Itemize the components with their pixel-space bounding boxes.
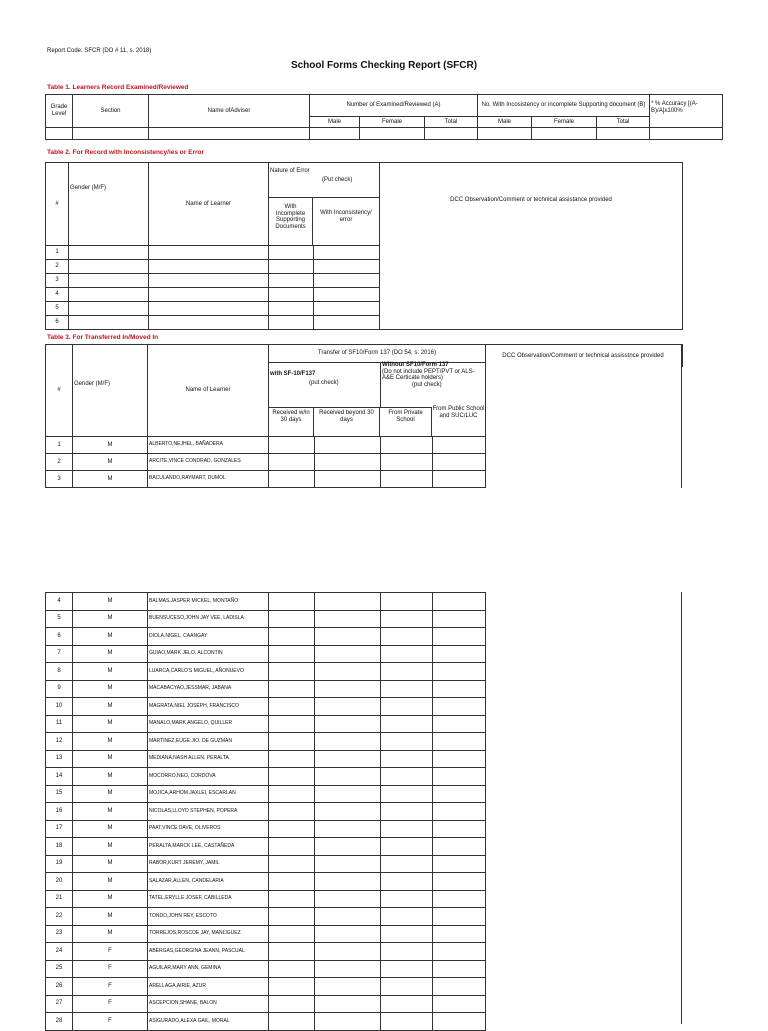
row-learner-name: NICOLAS,LLOYD STEPHEN, POPERA (148, 803, 269, 821)
row-learner-name: RABOR,KURT JEREMY, JAMIL (148, 855, 269, 873)
table-row (46, 803, 486, 821)
col-dcc-observation: DCC Observation/Comment or technical assistance provided (380, 163, 683, 330)
row-gender: M (73, 645, 148, 663)
row-gender: M (73, 855, 148, 873)
table-row: 3 M BACULANDO,RAYMART, DUMOL (46, 471, 486, 488)
table-row: 5 (46, 302, 683, 316)
row-number: 12 (46, 733, 73, 751)
row-number: 13 (46, 750, 73, 768)
col-transfer (269, 345, 486, 437)
row-number: 16 (46, 803, 73, 821)
col-section: Section (73, 95, 149, 128)
table1 (45, 94, 723, 140)
table-row (46, 628, 486, 646)
col-nature-of-error (269, 163, 380, 246)
table-row (46, 890, 486, 908)
col-with-inconsistency: With Inconsistency/ error (313, 197, 379, 245)
table-row (46, 750, 486, 768)
row-number: 21 (46, 890, 73, 908)
sub-total: Total (597, 117, 650, 128)
row-learner-name: BALMAS,JASPER MICKEL, MONTAÑO (148, 593, 269, 611)
table-row (46, 838, 486, 856)
col-incomplete-docs: With Incomplete Supporting Documents (269, 197, 313, 245)
row-number: 19 (46, 855, 73, 873)
row-number: 15 (46, 785, 73, 803)
table-row (46, 593, 486, 611)
row-gender: M (73, 925, 148, 943)
row-number: 7 (46, 645, 73, 663)
row-learner-name: GUIAO,MARK JELO, ALCONTIN (148, 645, 269, 663)
row-number: 10 (46, 698, 73, 716)
sub-male: Male (478, 117, 532, 128)
table1-heading: Table 1. Learners Record Examined/Reviewed (47, 84, 189, 91)
table3-right-border (681, 344, 682, 488)
without-put-check: (put check) (412, 381, 442, 388)
sub-female: Female (360, 117, 425, 128)
col-gender: Gender (M/F) (73, 345, 148, 437)
col-examined: Number of Examined/Reviewed (A) (310, 95, 478, 117)
row-gender: M (73, 803, 148, 821)
row-number: 23 (46, 925, 73, 943)
table2-heading: Table 2. For Record with Inconsistency/ies or Error (47, 149, 205, 156)
table-row (46, 128, 723, 140)
table-row (46, 715, 486, 733)
table-row (46, 995, 486, 1013)
row-number: 8 (46, 663, 73, 681)
table-row: 6 (46, 316, 683, 330)
row-gender: M (73, 890, 148, 908)
table-row (46, 820, 486, 838)
table-row (46, 663, 486, 681)
row-learner-name: ABERGAS,GEORGINA JEANN, PASCUAL (148, 943, 269, 961)
row-learner-name: MANALO,MARK ANGELO, QUILLER (148, 715, 269, 733)
table-row (46, 1013, 486, 1031)
table-row: 2 (46, 260, 683, 274)
col-accuracy (650, 95, 723, 128)
table-row (46, 768, 486, 786)
with-put-check: (put check) (309, 380, 339, 386)
row-learner-name: DIOLA,NIGEL, CAANGAY (148, 628, 269, 646)
row-gender: M (73, 733, 148, 751)
table3 (45, 344, 486, 488)
without-sf10-label: Without SF10/Form 137 (382, 362, 449, 368)
col-learner: Name of Learner (148, 345, 269, 437)
table-row (46, 978, 486, 996)
transfer-label: Transfer of SF10/Form 137 (DO 54, s. 2016) (269, 345, 485, 363)
page-title: School Forms Checking Report (SFCR) (290, 60, 478, 71)
col-adviser: Name ofAdviser (149, 95, 310, 128)
row-learner-name: LUARCA,CARLO'S MIGUEL, AÑONUEVO (148, 663, 269, 681)
row-learner-name: PERALTA,MARCK LEE, CASTAÑEDA (148, 838, 269, 856)
row-number: 9 (46, 680, 73, 698)
row-gender: F (73, 995, 148, 1013)
col-received-beyond: Received beyond 30 days (314, 408, 380, 436)
table-row (46, 698, 486, 716)
col-public-school: From Public School and SUC/LUC (432, 400, 485, 436)
col-num: # (46, 345, 73, 437)
sub-female: Female (532, 117, 597, 128)
row-gender: M (73, 715, 148, 733)
table-row (46, 610, 486, 628)
row-gender: M (73, 593, 148, 611)
row-gender: M (73, 768, 148, 786)
nature-label: Nature of Error (270, 168, 310, 174)
col-grade-level: Grade Level (46, 95, 73, 128)
continuation-right-border (681, 592, 682, 1024)
row-gender: M (73, 785, 148, 803)
row-learner-name: TATEL,ERYLLE JOSEF, CABILLEDA (148, 890, 269, 908)
col-inconsistency: No. With Incosistency or incomplete Supporting document (B) (478, 95, 650, 117)
row-number: 25 (46, 960, 73, 978)
accuracy-mark: * (651, 101, 654, 107)
row-learner-name: MOJICA,ARHOM JAXLEI, ESCARLAN (148, 785, 269, 803)
table-row: 1 M ALBERTO,NEJHEL, BAÑADERA (46, 437, 486, 454)
row-gender: M (73, 838, 148, 856)
row-gender: F (73, 943, 148, 961)
row-number: 14 (46, 768, 73, 786)
table2 (45, 162, 683, 330)
table-row (46, 680, 486, 698)
row-number: 4 (46, 593, 73, 611)
put-check-label: (Put check) (322, 177, 353, 183)
row-learner-name: AGUILAR,MARY ANN, GEMINA (148, 960, 269, 978)
row-gender: M (73, 908, 148, 926)
row-gender: M (73, 663, 148, 681)
row-number: 27 (46, 995, 73, 1013)
row-gender: F (73, 978, 148, 996)
report-code: Report Code: SFCR (DO # 11, s. 2018) (47, 48, 152, 54)
row-learner-name: ASCEPCION,SHANE, BALON (148, 995, 269, 1013)
row-gender: M (73, 750, 148, 768)
row-number: 6 (46, 628, 73, 646)
col-gender: Gender (M/F) (69, 163, 149, 246)
table-row: 3 (46, 274, 683, 288)
row-learner-name: ASIGURADO,ALEXA GAIL, MORAL (148, 1013, 269, 1031)
row-learner-name: ARELLAGA,AIRIE, AZUR (148, 978, 269, 996)
table-row (46, 873, 486, 891)
row-gender: M (73, 680, 148, 698)
row-gender: M (73, 820, 148, 838)
table-row (46, 855, 486, 873)
row-learner-name: PAAT,VINCE DAVE, OLIVEROS (148, 820, 269, 838)
col-learner: Name of Learner (149, 163, 269, 246)
row-learner-name: MACABACYAO,JESSMAR, JABANA (148, 680, 269, 698)
row-number: 11 (46, 715, 73, 733)
accuracy-label: % Accuracy [(A-B)/A]x100% (651, 101, 698, 114)
row-number: 17 (46, 820, 73, 838)
row-number: 22 (46, 908, 73, 926)
table-row (46, 733, 486, 751)
row-learner-name: MEDIANA,NASH ALLEN, PERALTA (148, 750, 269, 768)
continuation-table (45, 592, 486, 1031)
table-row (46, 925, 486, 943)
table-row (46, 943, 486, 961)
row-gender: M (73, 873, 148, 891)
table-row (46, 785, 486, 803)
sub-male: Male (310, 117, 360, 128)
with-sf10-label: with SF-10/F137 (270, 371, 316, 377)
row-number: 24 (46, 943, 73, 961)
row-learner-name: TORREJOS,ROSCOE JAY, MANLIGUEZ (148, 925, 269, 943)
sub-total: Total (425, 117, 478, 128)
row-learner-name: MARTINEZ,EUGE JIO, DE GUZMAN (148, 733, 269, 751)
row-learner-name: BUENSUCESO,JOHN JAY VEE, LADISLA (148, 610, 269, 628)
table-row: 1 (46, 246, 683, 260)
table-row (46, 908, 486, 926)
table-row: 2 M ARCITE,VINCE CONDRAD, GONZALES (46, 454, 486, 471)
row-gender: F (73, 960, 148, 978)
row-gender: F (73, 1013, 148, 1031)
table3-heading: Table 3. For Transferred In/Moved In (47, 334, 159, 341)
table3-dcc-observation: DCC Observation/Comment or technical assisstnce provided (484, 344, 683, 367)
row-number: 26 (46, 978, 73, 996)
row-number: 20 (46, 873, 73, 891)
col-received-30: Received w/in 30 days (269, 408, 314, 436)
col-num: # (46, 163, 69, 246)
row-number: 18 (46, 838, 73, 856)
row-learner-name: MOCORRO,NEO, CORDOVA (148, 768, 269, 786)
row-gender: M (73, 698, 148, 716)
col-private-school: From Private School (380, 408, 432, 436)
row-number: 28 (46, 1013, 73, 1031)
table-row (46, 645, 486, 663)
row-number: 5 (46, 610, 73, 628)
row-gender: M (73, 628, 148, 646)
without-note: (Do not include PEPT/PVT or ALS-A&E Certicate holders) (382, 368, 475, 382)
row-learner-name: TONDO,JOHN REY, ESCOTO (148, 908, 269, 926)
row-learner-name: MAGRATA,NIEL JOSEPH, FRANCISCO (148, 698, 269, 716)
row-learner-name: SALAZAR,ALLEN, CANDELARIA (148, 873, 269, 891)
row-gender: M (73, 610, 148, 628)
table-row (46, 960, 486, 978)
table-row: 4 (46, 288, 683, 302)
